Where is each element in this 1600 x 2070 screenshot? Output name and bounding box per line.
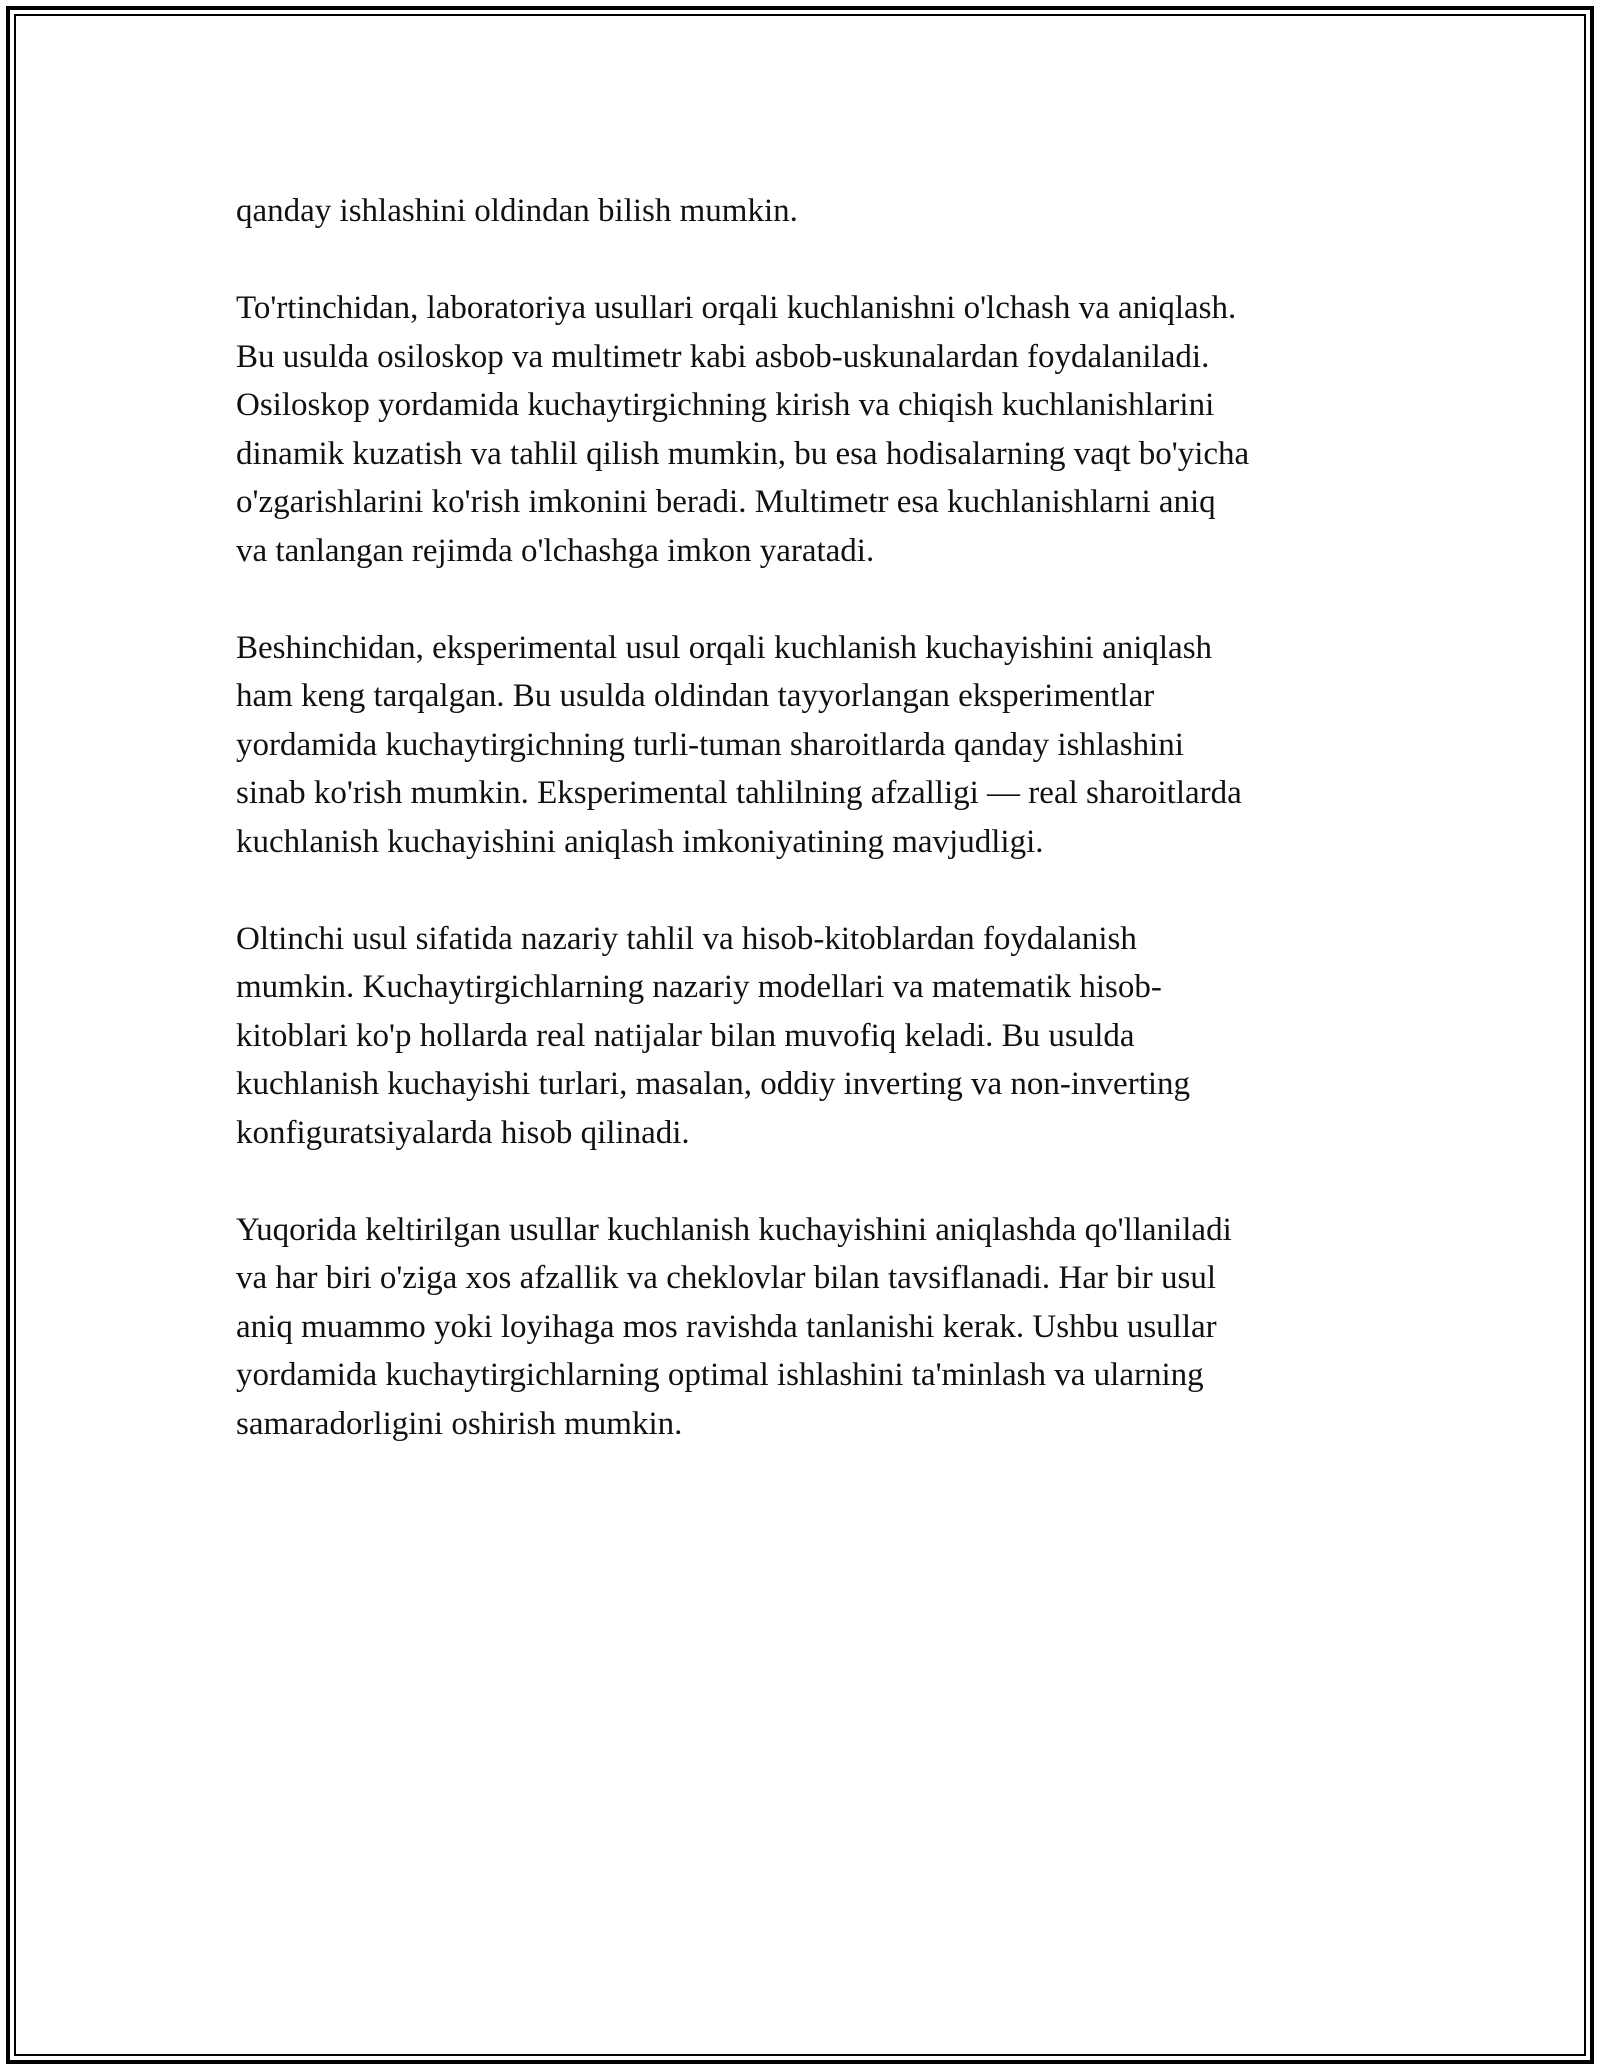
document-body [236,187,1376,1497]
paragraph-laboratory-methods: To'rtinchidan, laboratoriya usullari orqali kuchlanishni o'lchash va aniqlash. Bu usulda osiloskop va multimetr kabi asbob-uskunalardan foydalaniladi. Osiloskop yordamida kuchaytirgichning kirish va chiqish kuchlanishlarini dinamik kuzatish va tahlil qilish mumkin, bu esa hodisalarning vaqt bo'yicha o'zgarishlarini ko'rish imkonini beradi. Multimetr esa kuchlanishlarni aniq va tanlangan rejimda o'lchashga imkon yaratadi. [236,290,1250,569]
paragraph-conclusion: Yuqorida keltirilgan usullar kuchlanish kuchayishini aniqlashda qo'llaniladi va har biri o'ziga xos afzallik va cheklovlar bilan tavsiflanadi. Har bir usul aniq muammo yoki loyihaga mos ravishda tanlanishi kerak. Ushbu usullar yordamida kuchaytirgichlarning optimal ishlashini ta'minlash va ularning samaradorligini oshirish mumkin. [236,1211,1232,1442]
paragraph-theoretical-analysis: Oltinchi usul sifatida nazariy tahlil va hisob-kitoblardan foydalanish mumkin. Kuchaytirgichlarning nazariy modellari va matematik hisob- kitoblari ko'p hollarda real natijalar bilan muvofiq keladi. Bu usulda kuchlanish kuchayishi turlari, masalan, oddiy inverting va non-inverting konfiguratsiyalarda hisob qilinadi. [236,920,1191,1151]
paragraph-experimental-method: Beshinchidan, eksperimental usul orqali kuchlanish kuchayishini aniqlash ham keng tarqalgan. Bu usulda oldindan tayyorlangan eksperimentlar yordamida kuchaytirgichning turli-tuman sharoitlarda qanday ishlashini sinab ko'rish mumkin. Eksperimental tahlilning afzalligi — real sharoitlarda kuchlanish kuchayishini aniqlash imkoniyatining mavjudligi. [236,629,1242,860]
paragraph-continuation: qanday ishlashini oldindan bilish mumkin. [236,193,798,229]
